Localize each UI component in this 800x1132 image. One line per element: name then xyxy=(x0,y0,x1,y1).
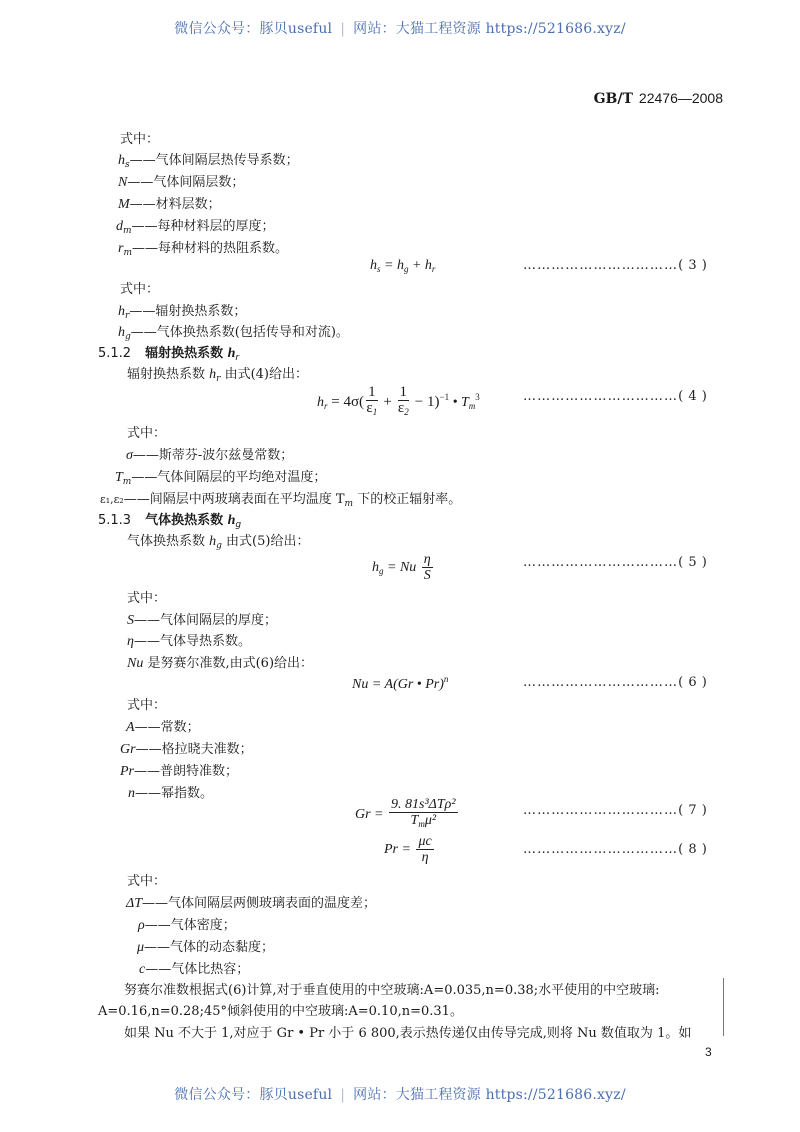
definition-hs: $h_s——$气体间隔层热传导系数； xyxy=(118,153,299,170)
definition-m: M——材料层数； xyxy=(118,197,221,212)
definition-eta: η——气体导热系数。 xyxy=(127,634,251,649)
equation-number-4: ……………………………( 4 ) xyxy=(523,389,708,404)
definition-hr: $h_r——$辐射换热系数； xyxy=(118,304,247,321)
where-label: 式中： xyxy=(120,282,160,297)
equation-number-7: ……………………………( 7 ) xyxy=(523,803,708,818)
fraction-eta-over-s: $\frac{\eta}{S}$ xyxy=(423,552,431,583)
page-number: 3 xyxy=(705,1045,712,1059)
section-intro-5-1-3: 气体换热系数 $h_g$ 由式(5)给出： xyxy=(127,534,310,551)
equation-4: $h_r = 4\sigma$( $\frac{1}{\varepsilon_1}$ + $\frac{1}{\varepsilon_2}$ − 1)$^{-1}$ • $T_m^3$ xyxy=(317,385,480,420)
definition-s: S——气体间隔层的厚度； xyxy=(127,613,278,628)
where-label: 式中： xyxy=(127,591,167,606)
definition-mu: μ——气体的动态黏度； xyxy=(137,940,275,955)
definition-a: A——常数； xyxy=(126,720,200,735)
definition-rho: ρ——气体密度； xyxy=(138,918,236,933)
watermark-site: 网站：大猫工程资源 https://521686.xyz/ xyxy=(353,21,626,37)
fraction-1-over-eps2: $\frac{1}{\varepsilon_2}$ xyxy=(397,384,409,417)
equation-6: Nu = A(Gr • Pr)$^n$ xyxy=(352,674,449,692)
watermark-bottom xyxy=(0,1084,800,1104)
section-heading-5-1-2: 5.1.2 辐射换热系数 $h_r$ xyxy=(98,346,240,363)
nusselt-intro: Nu 是努赛尔准数,由式(6)给出： xyxy=(127,656,314,671)
watermark-wechat: 微信公众号：豚贝useful xyxy=(174,1087,333,1103)
definition-n-exponent: n——幂指数。 xyxy=(128,786,214,801)
equation-7: Gr = $\frac{\text{9. 81s³ΔTρ²}}{T_m\mu^2}$ xyxy=(355,797,460,832)
equation-5: $h_g = Nu$ $\frac{\eta}{S}$ xyxy=(372,552,431,583)
equation-8: Pr = $\frac{\mu c}{\eta}$ xyxy=(384,834,432,865)
equation-number-3: ……………………………( 3 ) xyxy=(523,258,708,273)
definition-c: c——气体比热容； xyxy=(139,962,250,977)
fraction-1-over-eps1: $\frac{1}{\varepsilon_1}$ xyxy=(366,384,378,417)
watermark-separator: | xyxy=(340,21,346,37)
equation-3: $h_s = h_g + h_r$ xyxy=(370,258,436,274)
definition-rm: $r_m——$每种材料的热阻系数。 xyxy=(118,241,289,258)
watermark-top xyxy=(0,18,800,38)
equation-number-8: ……………………………( 8 ) xyxy=(523,842,708,857)
definition-tm: $T_m——$气体间隔层的平均绝对温度； xyxy=(115,470,327,487)
fraction-grashof: $\frac{\text{9. 81s³ΔTρ²}}{T_m\mu^2}$ xyxy=(391,797,456,829)
fraction-prandtl: $\frac{\mu c}{\eta}$ xyxy=(418,834,432,865)
paragraph-nusselt-constants-line1: 努赛尔准数根据式(6)计算,对于垂直使用的中空玻璃:A=0.035,n=0.38;水平使用的中空玻璃: xyxy=(124,983,660,998)
watermark-wechat: 微信公众号：豚贝useful xyxy=(174,21,333,37)
definition-dm: $d_m——$每种材料层的厚度； xyxy=(116,219,275,236)
where-label: 式中： xyxy=(127,698,167,713)
standard-code: 22476—2008 xyxy=(638,90,723,106)
section-intro-5-1-2: 辐射换热系数 $h_r$ 由式(4)给出： xyxy=(127,367,309,384)
definition-epsilon: ε₁,ε₂——间隔层中两玻璃表面在平均温度 $T_m$ 下的校正辐射率。 xyxy=(100,492,462,509)
watermark-separator: | xyxy=(340,1087,346,1103)
definition-sigma: σ——斯蒂芬-波尔兹曼常数； xyxy=(126,448,294,463)
definition-n: N——气体间隔层数； xyxy=(118,175,245,190)
change-bar xyxy=(723,978,724,1036)
paragraph-conduction-only: 如果 Nu 不大于 1,对应于 Gr • Pr 小于 6 800,表示热传递仅由传导完成,则将 Nu 数值取为 1。如 xyxy=(124,1026,692,1041)
definition-gr: Gr——格拉晓夫准数； xyxy=(120,742,253,757)
watermark-site: 网站：大猫工程资源 https://521686.xyz/ xyxy=(353,1087,626,1103)
definition-hg: $h_g——$气体换热系数(包括传导和对流)。 xyxy=(118,325,349,342)
standard-number xyxy=(594,90,723,107)
definition-pr: Pr——普朗特准数； xyxy=(120,764,239,779)
where-label: 式中： xyxy=(127,426,167,441)
definition-delta-t: ΔT——气体间隔层两侧玻璃表面的温度差； xyxy=(126,896,377,911)
standard-prefix: GB/T xyxy=(593,91,633,107)
where-label: 式中： xyxy=(120,132,160,147)
section-heading-5-1-3: 5.1.3 气体换热系数 $h_g$ xyxy=(98,513,242,530)
equation-number-6: ……………………………( 6 ) xyxy=(523,675,708,690)
where-label: 式中： xyxy=(127,874,167,889)
equation-number-5: ……………………………( 5 ) xyxy=(523,555,708,570)
paragraph-nusselt-constants-line2: A=0.16,n=0.28;45°倾斜使用的中空玻璃:A=0.10,n=0.31。 xyxy=(98,1004,463,1019)
